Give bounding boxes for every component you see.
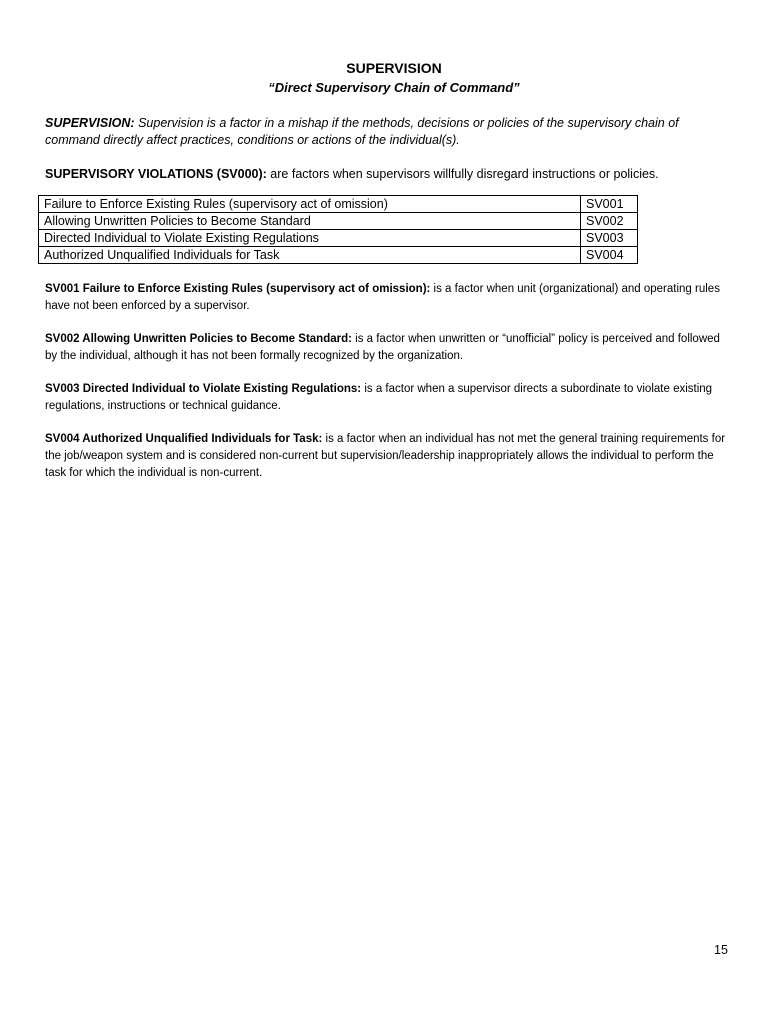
definition-text: is a factor when unwritten or “unofficial” policy is perceived and followed by the individual, although it has not been formally recognized by the organization. xyxy=(45,333,720,362)
page-number: 15 xyxy=(714,943,728,957)
definition-text: is a factor when an individual has not met the general training requirements for the job/weapon system and is considered non-current but supervision/leadership inappropriately allows the individual to perform the task for which the individual is non-current. xyxy=(45,433,726,479)
definition-term: SV004 Authorized Unqualified Individuals for Task: xyxy=(45,433,323,445)
table-cell-code: SV004 xyxy=(581,247,638,264)
page-title: SUPERVISION xyxy=(346,60,442,76)
violations-label: SUPERVISORY VIOLATIONS (SV000): xyxy=(45,167,267,181)
definition-sv002 xyxy=(45,331,735,365)
table-cell-description: Allowing Unwritten Policies to Become Standard xyxy=(39,213,581,230)
violations-text: are factors when supervisors willfully disregard instructions or policies. xyxy=(266,167,659,181)
table-cell-description: Failure to Enforce Existing Rules (supervisory act of omission) xyxy=(39,196,581,213)
violation-codes-table xyxy=(38,195,638,264)
page-subtitle: “Direct Supervisory Chain of Command” xyxy=(268,80,520,95)
definition-term: SV001 Failure to Enforce Existing Rules (supervisory act of omission): xyxy=(45,283,431,295)
table-row xyxy=(39,196,638,213)
intro-text: Supervision is a factor in a mishap if the methods, decisions or policies of the supervisory chain of command directly affect practices, conditions or actions of the individual(s). xyxy=(45,116,679,147)
definition-term: SV002 Allowing Unwritten Policies to Become Standard: xyxy=(45,333,352,345)
table-cell-code: SV001 xyxy=(581,196,638,213)
intro-paragraph xyxy=(45,115,735,149)
intro-label: SUPERVISION: xyxy=(45,116,135,130)
table-cell-code: SV003 xyxy=(581,230,638,247)
definition-text: is a factor when a supervisor directs a subordinate to violate existing regulations, instructions or technical guidance. xyxy=(45,383,713,412)
document-page xyxy=(45,59,735,482)
definition-sv003 xyxy=(45,381,735,415)
definition-sv001 xyxy=(45,281,735,315)
table-row xyxy=(39,247,638,264)
table-row xyxy=(39,230,638,247)
violations-paragraph xyxy=(45,166,735,183)
table-row xyxy=(39,213,638,230)
definition-text: is a factor when unit (organizational) and operating rules have not been enforced by a supervisor. xyxy=(45,283,720,312)
definition-sv004 xyxy=(45,431,735,482)
definition-term: SV003 Directed Individual to Violate Existing Regulations: xyxy=(45,383,362,395)
table-cell-description: Authorized Unqualified Individuals for Task xyxy=(39,247,581,264)
table-cell-description: Directed Individual to Violate Existing Regulations xyxy=(39,230,581,247)
table-cell-code: SV002 xyxy=(581,213,638,230)
